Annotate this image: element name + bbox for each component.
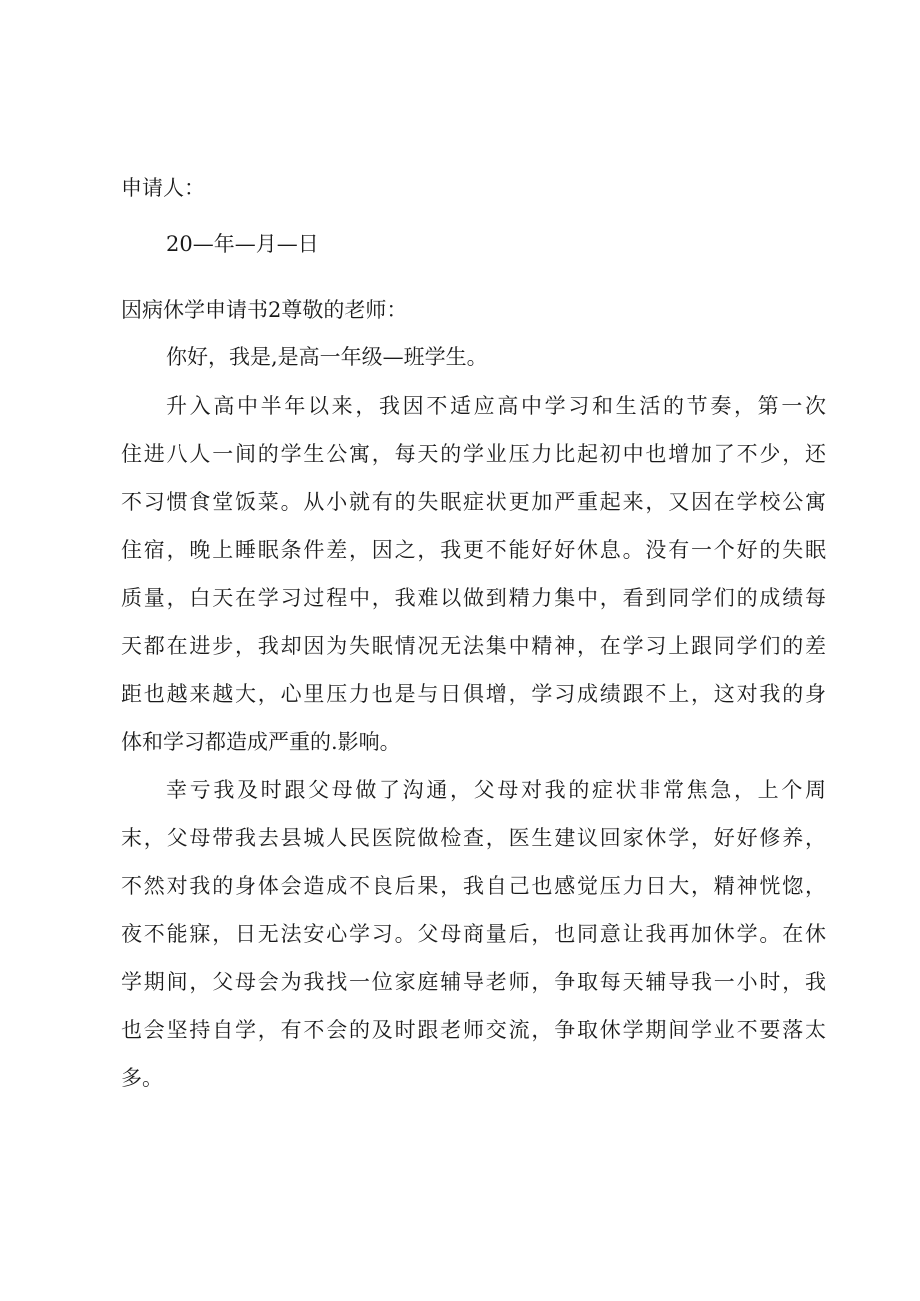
- paragraph2-line: 幸亏我及时跟父母做了沟通，父母对我的症状非常焦急，上个周: [166, 778, 826, 802]
- paragraph1-line: 不习惯食堂饭菜。从小就有的失眠症状更加严重起来，又因在学校公寓: [121, 490, 826, 514]
- paragraph2-line: 也会坚持自学，有不会的及时跟老师交流，争取休学期间学业不要落太: [121, 1018, 826, 1042]
- paragraph1-line: 质量，白天在学习过程中，我难以做到精力集中，看到同学们的成绩每: [121, 586, 826, 610]
- applicant-label: 申请人：: [121, 176, 205, 200]
- paragraph1-line: 天都在进步，我却因为失眠情况无法集中精神，在学习上跟同学们的差: [121, 634, 826, 658]
- paragraph2-line: 末，父母带我去县城人民医院做检查，医生建议回家休学，好好修养，: [121, 826, 826, 850]
- paragraph2-line: 学期间，父母会为我找一位家庭辅导老师，争取每天辅导我一小时，我: [121, 970, 826, 994]
- paragraph1-line: 体和学习都造成严重的.影响。: [121, 730, 401, 754]
- paragraph1-line: 住进八人一间的学生公寓，每天的学业压力比起初中也增加了不少，还: [121, 442, 826, 466]
- paragraph2-line: 夜不能寐，日无法安心学习。父母商量后，也同意让我再加休学。在休: [121, 922, 826, 946]
- paragraph2-line: 不然对我的身体会造成不良后果，我自己也感觉压力日大，精神恍惚，: [121, 874, 826, 898]
- date-line: 20—年—月—日: [166, 232, 319, 256]
- paragraph1-line: 住宿，晚上睡眠条件差，因之，我更不能好好休息。没有一个好的失眠: [121, 538, 826, 562]
- letter-heading: 因病休学申请书2尊敬的老师：: [121, 298, 408, 322]
- paragraph2-line: 多。: [121, 1066, 163, 1090]
- paragraph1-line: 升入高中半年以来，我因不适应高中学习和生活的节奏，第一次: [166, 394, 826, 418]
- paragraph1-line: 距也越来越大，心里压力也是与日俱增，学习成绩跟不上，这对我的身: [121, 682, 826, 706]
- greeting-line: 你好，我是,是高一年级—班学生。: [166, 345, 488, 369]
